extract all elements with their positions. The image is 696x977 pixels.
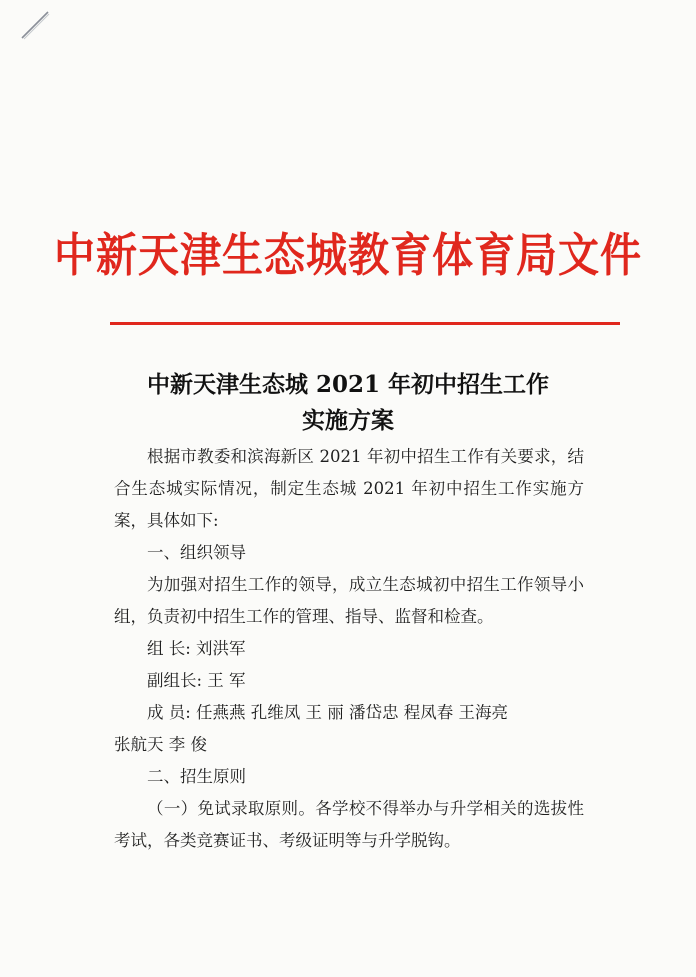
staple-mark-icon xyxy=(18,8,52,42)
section-1-paragraph: 为加强对招生工作的领导，成立生态城初中招生工作领导小组，负责初中招生工作的管理、指导、监督和检查。 xyxy=(114,575,584,626)
section-1-heading: 一、组织领导 xyxy=(147,543,246,562)
deputy-leader-line: 副组长: 王 军 xyxy=(147,671,246,690)
leader-line: 组 长: 刘洪军 xyxy=(147,639,246,658)
issuing-authority-header: 中新天津生态城教育体育局文件 xyxy=(54,228,642,283)
document-body xyxy=(114,441,584,857)
section-2-heading: 二、招生原则 xyxy=(147,767,246,786)
principle-1-paragraph: （一）免试录取原则。各学校不得举办与升学相关的选拔性考试，各类竞赛证书、考级证明等与升学脱钩。 xyxy=(114,799,584,850)
document-title-line-1: 中新天津生态城 2021 年初中招生工作 xyxy=(146,371,550,398)
intro-paragraph: 根据市教委和滨海新区 2021 年初中招生工作有关要求，结合生态城实际情况，制定生态城 2021 年初中招生工作实施方案，具体如下: xyxy=(114,447,584,530)
members-line-1: 成 员: 任燕燕 孔维凤 王 丽 潘岱忠 程凤春 王海亮 xyxy=(147,703,509,722)
document-title-line-2: 实施方案 xyxy=(302,407,394,434)
red-divider-line xyxy=(110,322,620,325)
members-line-2: 张航天 李 俊 xyxy=(114,735,207,754)
